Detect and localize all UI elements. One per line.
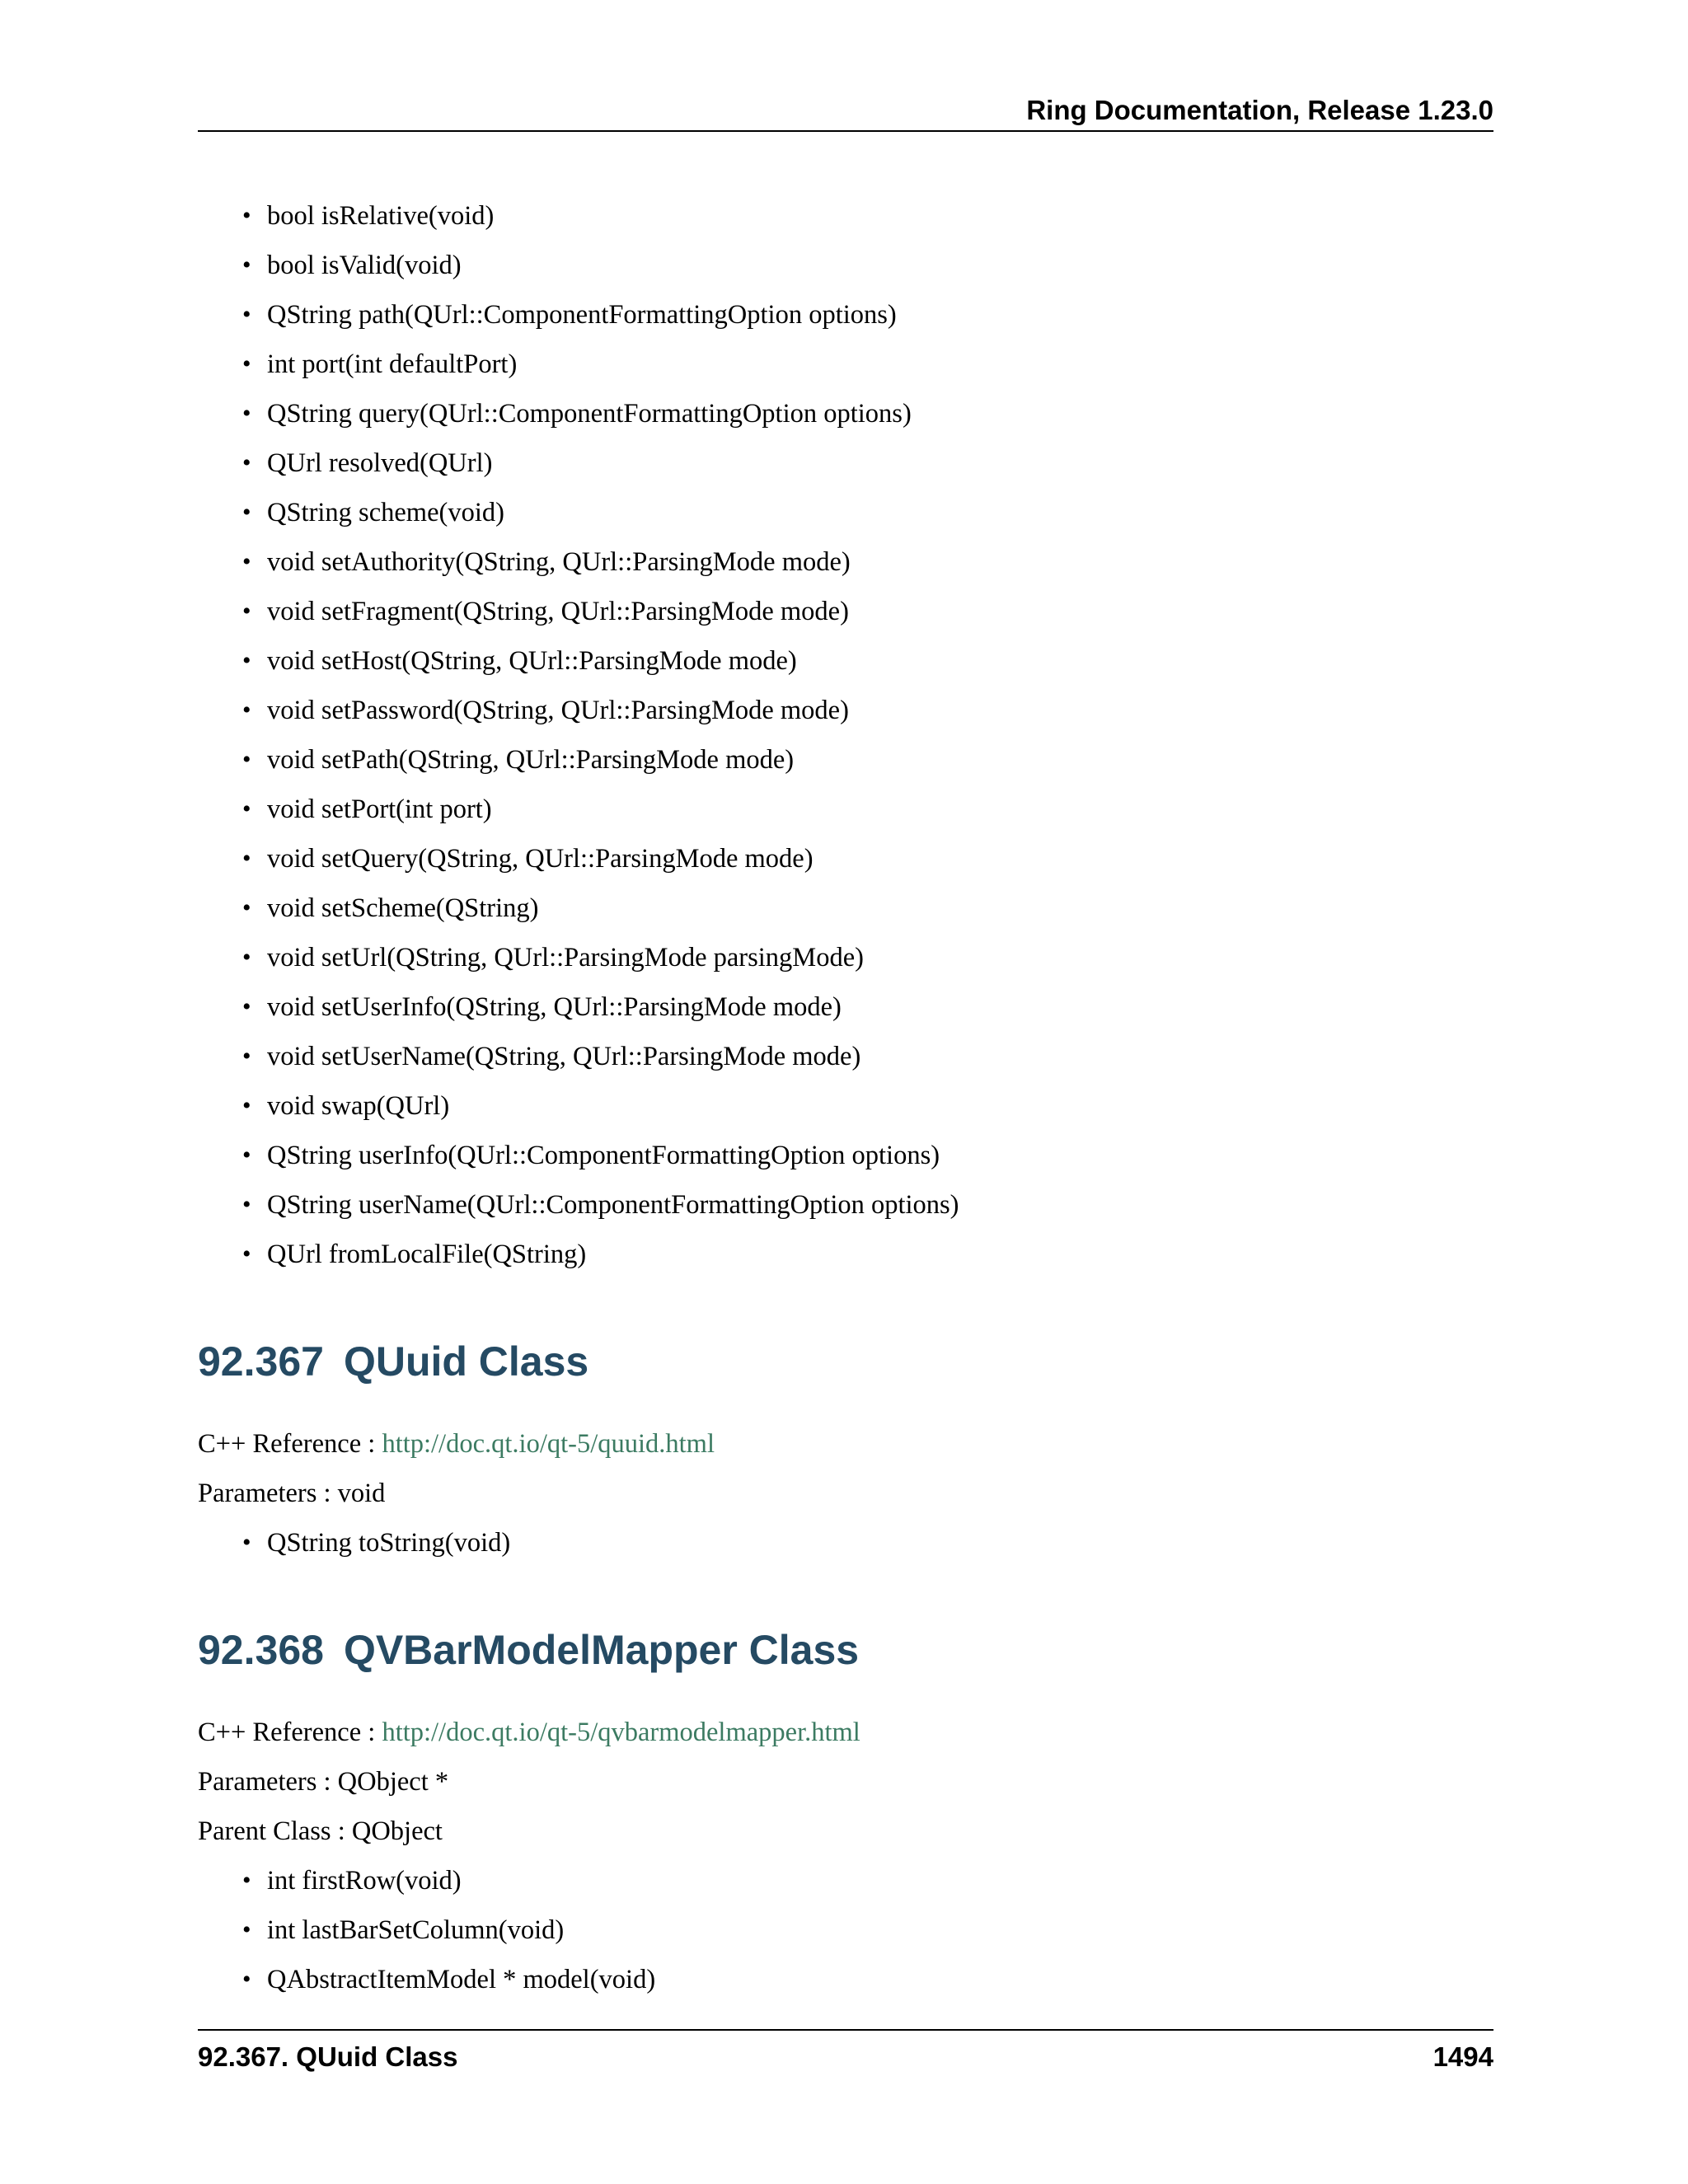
section-number: 92.368 [198,1627,324,1673]
parameters-line: Parameters : QObject * [198,1767,449,1797]
list-item: • QString userName(QUrl::ComponentFormattingOption options) [267,1180,1493,1230]
footer-section-title: 92.367. QUuid Class [198,2041,458,2072]
list-item: • QAbstractItemModel * model(void) [267,1955,1493,2004]
page-number: 1494 [1432,2041,1493,2072]
list-item: • void setPath(QString, QUrl::ParsingMode mode) [267,735,1493,785]
qurl-method-list [198,191,1493,1279]
section-title-text: QUuid Class [343,1338,589,1385]
list-item: • void setScheme(QString) [267,883,1493,933]
cpp-reference-label: C++ Reference : [198,1429,382,1459]
document-title: Ring Documentation, Release 1.23.0 [1026,95,1493,125]
section-title-text: QVBarModelMapper Class [343,1627,860,1673]
list-item: • void setPort(int port) [267,785,1493,834]
parameters-line: Parameters : void [198,1479,386,1508]
list-item: • void setUserName(QString, QUrl::ParsingMode mode) [267,1032,1493,1081]
parent-class-line: Parent Class : QObject [198,1816,443,1846]
qvbarmodelmapper-method-list [198,1856,1493,2004]
list-item: • void swap(QUrl) [267,1081,1493,1131]
section-number: 92.367 [198,1338,324,1385]
page-footer [198,2029,1493,2074]
list-item: • QUrl fromLocalFile(QString) [267,1230,1493,1279]
cpp-reference-label: C++ Reference : [198,1718,382,1747]
cpp-reference-link[interactable]: http://doc.qt.io/qt-5/qvbarmodelmapper.html [382,1718,860,1747]
section-heading-quuid [198,1329,1493,1394]
list-item: • int firstRow(void) [267,1856,1493,1905]
list-item: • void setFragment(QString, QUrl::ParsingMode mode) [267,587,1493,636]
list-item: • void setAuthority(QString, QUrl::ParsingMode mode) [267,537,1493,587]
list-item: • QString userInfo(QUrl::ComponentFormattingOption options) [267,1131,1493,1180]
list-item: • QString toString(void) [267,1518,1493,1568]
cpp-reference-line [198,1419,1493,1469]
section-heading-qvbarmodelmapper [198,1617,1493,1683]
list-item: • bool isRelative(void) [267,191,1493,241]
list-item: • void setPassword(QString, QUrl::ParsingMode mode) [267,686,1493,735]
cpp-reference-line [198,1708,1493,1757]
list-item: • QString path(QUrl::ComponentFormattingOption options) [267,290,1493,340]
list-item: • void setUserInfo(QString, QUrl::ParsingMode mode) [267,982,1493,1032]
cpp-reference-link[interactable]: http://doc.qt.io/qt-5/quuid.html [382,1429,715,1459]
list-item: • void setHost(QString, QUrl::ParsingMode mode) [267,636,1493,686]
list-item: • void setUrl(QString, QUrl::ParsingMode parsingMode) [267,933,1493,982]
list-item: • void setQuery(QString, QUrl::ParsingMode mode) [267,834,1493,883]
list-item: • QString query(QUrl::ComponentFormattingOption options) [267,389,1493,438]
page-content [198,191,1493,2004]
list-item: • bool isValid(void) [267,241,1493,290]
list-item: • QString scheme(void) [267,488,1493,537]
quuid-method-list [198,1518,1493,1568]
page-header [198,91,1493,132]
list-item: • int lastBarSetColumn(void) [267,1905,1493,1955]
list-item: • QUrl resolved(QUrl) [267,438,1493,488]
list-item: • int port(int defaultPort) [267,340,1493,389]
